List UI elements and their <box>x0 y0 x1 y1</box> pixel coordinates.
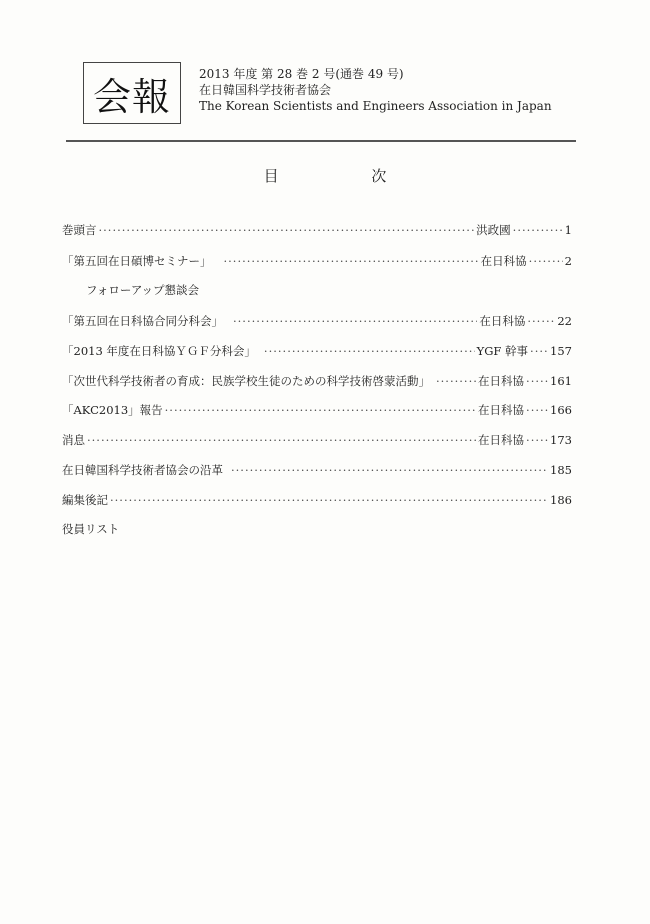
leader-dots <box>264 344 475 358</box>
toc-entry-author: 在日科協 <box>479 314 526 328</box>
toc-entry-page: 2 <box>564 254 572 268</box>
toc-entry <box>62 492 572 508</box>
header-rule <box>66 140 576 142</box>
toc-entry-author: 在日科協 <box>478 374 525 388</box>
toc-entry-subtitle: フォローアップ懇談会 <box>86 283 200 297</box>
toc-entry-title: 巻頭言 <box>62 223 97 237</box>
toc-entry-author: YGF 幹事 <box>476 344 529 358</box>
toc-entry-author: 在日科協 <box>480 254 527 268</box>
toc-entry <box>62 373 572 389</box>
leader-dots <box>529 254 563 268</box>
toc-title: 目 次 <box>263 167 431 185</box>
leader-dots <box>526 403 548 417</box>
issue-line: 2013 年度 第 28 巻 2 号(通巻 49 号) <box>199 67 404 81</box>
logo-text: 会報 <box>92 74 171 119</box>
toc-entry-title: 「第五回在日科協合同分科会」 <box>62 314 223 328</box>
toc-entry-page: 166 <box>550 403 572 417</box>
toc-entry <box>62 222 572 238</box>
toc-entry-title: 「2013 年度在日科協ＹＧＦ分科会」 <box>62 344 256 358</box>
leader-dots <box>513 223 563 237</box>
leader-dots <box>224 254 479 268</box>
toc-entry-title: 消息 <box>62 433 85 447</box>
toc-entry-title: 在日韓国科学技術者協会の沿革 <box>62 463 223 477</box>
toc-entry-page: 173 <box>550 433 572 447</box>
leader-dots <box>87 433 476 447</box>
toc-entry-title: 「第五回在日碩博セミナー」 <box>62 254 212 268</box>
leader-dots <box>99 223 475 237</box>
toc-entry-author: 洪政國 <box>476 223 511 237</box>
toc-entry-author: 在日科協 <box>478 433 525 447</box>
toc-entry-page: 161 <box>550 374 572 388</box>
toc-entry <box>62 253 572 269</box>
leader-dots <box>530 344 548 358</box>
leader-dots <box>110 493 548 507</box>
toc-entry <box>62 313 572 329</box>
leader-dots <box>526 374 548 388</box>
org-name-ja: 在日韓国科学技術者協会 <box>199 83 332 97</box>
leader-dots <box>527 314 555 328</box>
toc-entry-author: 在日科協 <box>478 403 525 417</box>
toc-entry-title: 編集後記 <box>62 493 108 507</box>
toc-entry-title: 役員リスト <box>62 522 120 536</box>
leader-dots <box>165 403 476 417</box>
leader-dots <box>233 314 477 328</box>
toc-entry-page: 22 <box>557 314 572 328</box>
leader-dots <box>526 433 548 447</box>
toc-entry <box>62 402 572 418</box>
header-info <box>199 66 552 114</box>
toc-entry-page: 186 <box>550 493 572 507</box>
toc-entry-page: 1 <box>564 223 572 237</box>
leader-dots <box>231 463 548 477</box>
toc-entry <box>62 432 572 448</box>
toc-entry <box>62 462 572 478</box>
toc-entry-title: 「AKC2013」報告 <box>62 403 163 417</box>
toc-entry-page: 185 <box>550 463 572 477</box>
logo-box <box>83 62 181 124</box>
toc-entry <box>62 343 572 359</box>
org-name-en: The Korean Scientists and Engineers Association in Japan <box>199 99 552 113</box>
toc-entry-title: 「次世代科学技術者の育成：民族学校生徒のための科学技術啓蒙活動」 <box>62 374 430 388</box>
leader-dots <box>436 374 476 388</box>
toc-entry-page: 157 <box>550 344 572 358</box>
